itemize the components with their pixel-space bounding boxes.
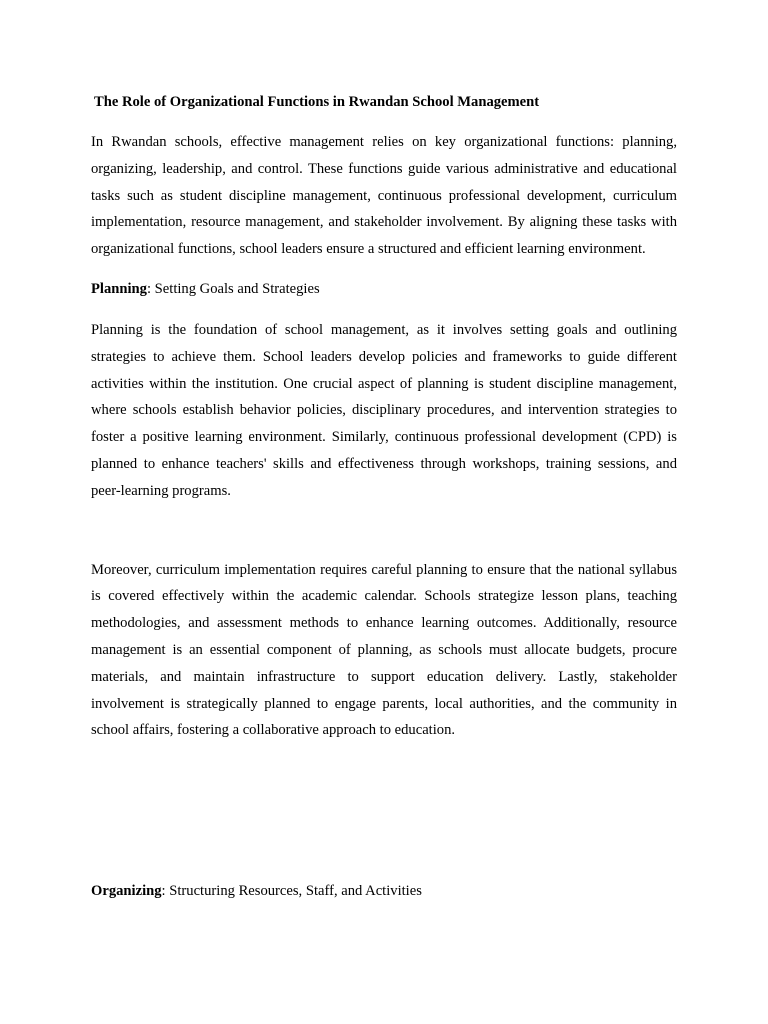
intro-paragraph: In Rwandan schools, effective management relies on key organizational functions: planning, organizing, leadership, and control. These functions guide various administrative and educational tasks such as student discipline management, continuous professional development, curriculum implementation, resource management, and stakeholder involvement. By aligning these tasks with organizational functions, school leaders ensure a structured and efficient learning environment. — [91, 134, 677, 258]
section-heading-planning — [91, 279, 677, 299]
document-title: The Role of Organizational Functions in Rwandan School Management — [94, 94, 540, 110]
section-subtitle: : Setting Goals and Strategies — [146, 280, 320, 297]
section-term: Organizing — [91, 883, 162, 900]
section-heading-organizing — [91, 881, 677, 901]
section-subtitle: : Structuring Resources, Staff, and Activities — [161, 883, 422, 900]
document-page — [91, 92, 677, 901]
planning-paragraph-1: Planning is the foundation of school management, as it involves setting goals and outlining strategies to achieve them. School leaders develop policies and frameworks to guide different activities within the institution. One crucial aspect of planning is student discipline management, where schools establish behavior policies, disciplinary procedures, and intervention strategies to foster a positive learning environment. Similarly, continuous professional development (CPD) is planned to enhance teachers' skills and effectiveness through workshops, training sessions, and peer-learning programs. — [91, 321, 677, 499]
section-term: Planning — [91, 280, 147, 297]
planning-paragraph-2: Moreover, curriculum implementation requires careful planning to ensure that the national syllabus is covered effectively within the academic calendar. Schools strategize lesson plans, teaching methodologies, and assessment methods to enhance learning outcomes. Additionally, resource management is an essential component of planning, as schools must allocate budgets, procure materials, and maintain infrastructure to support education delivery. Lastly, stakeholder involvement is strategically planned to engage parents, local authorities, and the community in school affairs, fostering a collaborative approach to education. — [91, 561, 677, 739]
